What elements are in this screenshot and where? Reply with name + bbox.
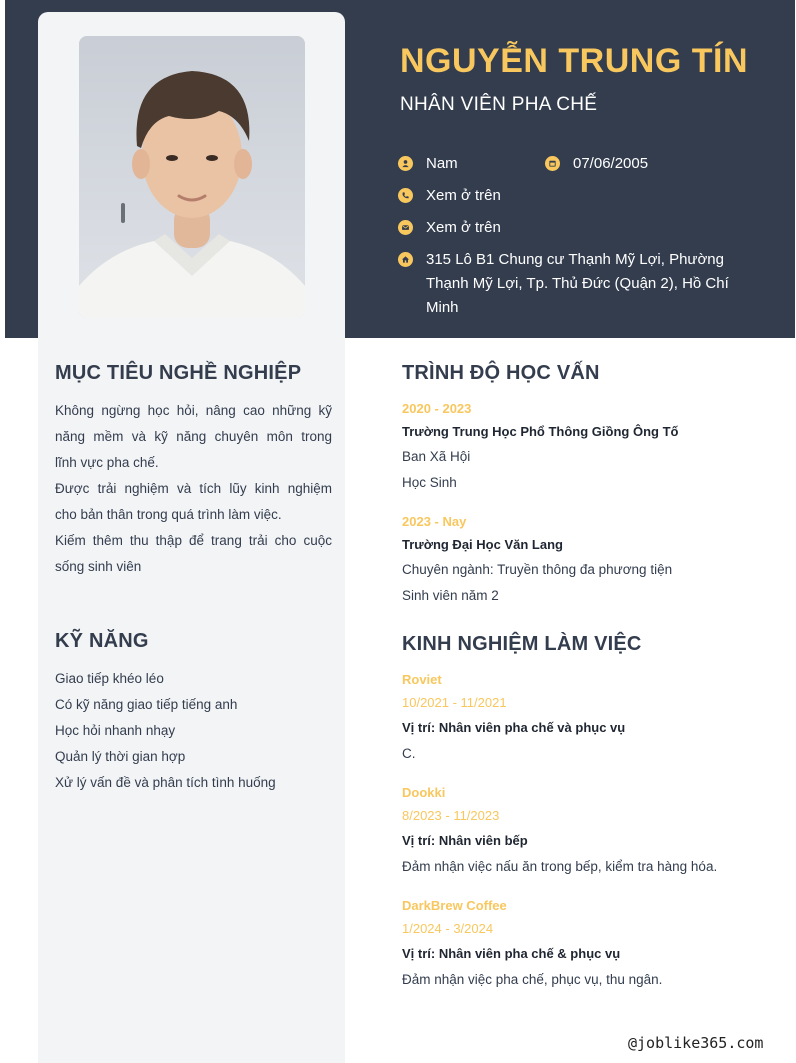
experience-position: Vị trí: Nhân viên bếp (402, 833, 528, 848)
job-title: NHÂN VIÊN PHA CHẾ (400, 94, 598, 115)
education-detail: Chuyên ngành: Truyền thông đa phương tiện (402, 562, 673, 577)
phone-icon (398, 188, 413, 203)
address-value (426, 248, 729, 320)
objective-heading: MỤC TIÊU NGHỀ NGHIỆP (55, 362, 302, 384)
experience-heading: KINH NGHIỆM LÀM VIỆC (402, 633, 642, 655)
candidate-name: NGUYỄN TRUNG TÍN (400, 42, 748, 80)
envelope-icon (398, 220, 413, 235)
email-row (398, 216, 501, 240)
address-row (398, 248, 748, 320)
objective-line: Kiếm thêm thu thập để trang trải cho cuộc (55, 533, 332, 548)
objective-line: sống sinh viên (55, 559, 142, 574)
experience-period: 10/2021 - 11/2021 (402, 695, 507, 710)
skill-item: Học hỏi nhanh nhạy (55, 723, 176, 738)
education-detail: Ban Xã Hội (402, 449, 471, 464)
gender-value: Nam (426, 155, 458, 172)
user-icon (398, 156, 413, 171)
watermark: @joblike365.com (628, 1034, 764, 1052)
experience-period: 1/2024 - 3/2024 (402, 921, 494, 936)
education-period: 2020 - 2023 (402, 401, 472, 416)
experience-position: Vị trí: Nhân viên pha chế & phục vụ (402, 946, 621, 961)
skill-item: Quản lý thời gian hợp (55, 749, 186, 764)
skill-item: Xử lý vấn đề và phân tích tình huống (55, 775, 276, 790)
address-line: Thạnh Mỹ Lợi, Tp. Thủ Đức (Quận 2), Hồ Chí (426, 275, 729, 292)
objective-line: Được trải nghiệm và tích lũy kinh nghiệm (55, 481, 332, 496)
objective-line: cho bản thân trong quá trình làm việc. (55, 507, 282, 522)
objective-line: năng mềm và kỹ năng chuyên môn trong (55, 429, 332, 444)
address-line: Minh (426, 299, 459, 316)
education-school: Trường Trung Học Phổ Thông Giồng Ông Tố (402, 424, 679, 439)
experience-desc: Đảm nhận việc pha chế, phục vụ, thu ngân. (402, 972, 663, 987)
experience-company: Dookki (402, 785, 446, 800)
education-detail: Sinh viên năm 2 (402, 588, 499, 603)
skill-item: Có kỹ năng giao tiếp tiếng anh (55, 697, 238, 712)
profile-photo (79, 36, 305, 318)
calendar-icon (545, 156, 560, 171)
home-icon (398, 252, 413, 267)
skills-heading: KỸ NĂNG (55, 630, 149, 652)
phone-row (398, 184, 501, 208)
education-period: 2023 - Nay (402, 514, 467, 529)
experience-desc: C. (402, 746, 416, 761)
experience-period: 8/2023 - 11/2023 (402, 808, 500, 823)
email-value: Xem ở trên (426, 219, 501, 236)
experience-desc: Đảm nhận việc nấu ăn trong bếp, kiểm tra hàng hóa. (402, 859, 718, 874)
education-school: Trường Đại Học Văn Lang (402, 537, 563, 552)
skill-item: Giao tiếp khéo léo (55, 671, 164, 686)
education-detail: Học Sinh (402, 475, 457, 490)
gender-row (398, 152, 458, 176)
phone-value: Xem ở trên (426, 187, 501, 204)
dob-row (545, 152, 648, 176)
experience-company: Roviet (402, 672, 442, 687)
experience-position: Vị trí: Nhân viên pha chế và phục vụ (402, 720, 626, 735)
education-heading: TRÌNH ĐỘ HỌC VẤN (402, 362, 600, 384)
objective-line: Không ngừng học hỏi, nâng cao những kỹ (55, 403, 332, 418)
objective-line: lĩnh vực pha chế. (55, 455, 159, 470)
experience-company: DarkBrew Coffee (402, 898, 507, 913)
dob-value: 07/06/2005 (573, 155, 649, 172)
address-line: 315 Lô B1 Chung cư Thạnh Mỹ Lợi, Phường (426, 251, 724, 268)
